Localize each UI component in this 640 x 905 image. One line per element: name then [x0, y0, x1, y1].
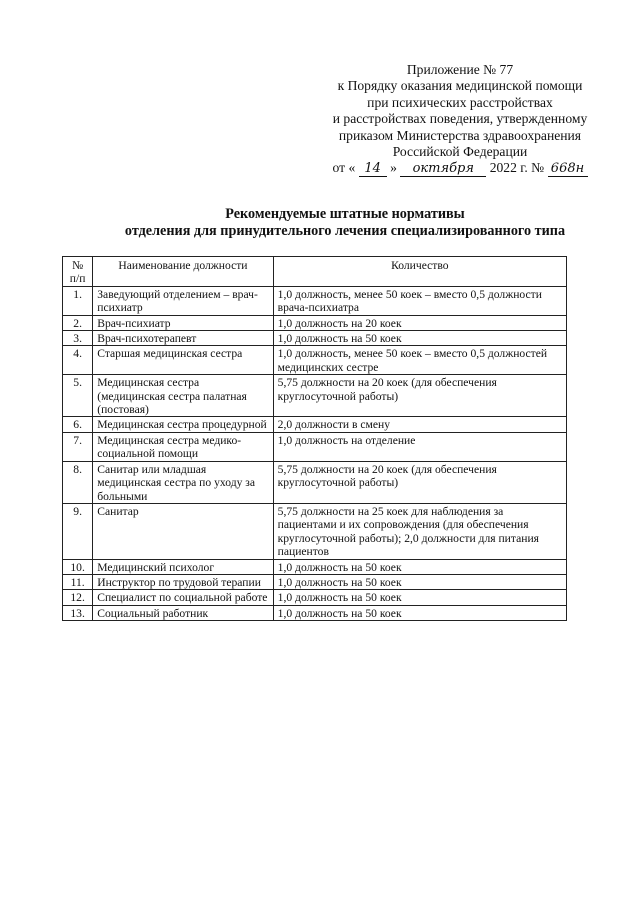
row-position: Врач-психиатр	[93, 315, 273, 330]
row-quantity: 1,0 должность на 50 коек	[273, 605, 566, 620]
row-num: 11.	[63, 574, 93, 589]
row-quantity: 5,75 должности на 25 коек для наблюдения за пациентами и их сопровождения (для обеспечения круглосуточной работы); 2,0 должности для питания пациентов	[273, 503, 566, 559]
document-title	[60, 206, 630, 239]
title-line-1: Рекомендуемые штатные нормативы	[225, 206, 465, 222]
appendix-header	[300, 62, 620, 177]
row-position: Специалист по социальной работе	[93, 590, 273, 605]
date-prefix: от «	[332, 160, 356, 176]
row-position: Инструктор по трудовой терапии	[93, 574, 273, 589]
row-num: 4.	[63, 346, 93, 375]
date-day-handwritten: 14	[359, 162, 387, 177]
row-position: Санитар или младшая медицинская сестра по уходу за больными	[93, 461, 273, 503]
row-num: 12.	[63, 590, 93, 605]
row-num: 6.	[63, 417, 93, 432]
row-quantity: 1,0 должность на 20 коек	[273, 315, 566, 330]
row-num: 13.	[63, 605, 93, 620]
table-row	[63, 574, 567, 589]
table-row	[63, 346, 567, 375]
table-row	[63, 315, 567, 330]
date-year: 2022 г. №	[489, 160, 545, 176]
appendix-line: Российской Федерации	[392, 144, 528, 160]
row-quantity: 5,75 должности на 20 коек (для обеспечения круглосуточной работы)	[273, 375, 566, 417]
row-quantity: 1,0 должность на 50 коек	[273, 590, 566, 605]
table-row	[63, 590, 567, 605]
row-position: Социальный работник	[93, 605, 273, 620]
row-position: Медицинская сестра медико-социальной помощи	[93, 432, 273, 461]
title-line-2: отделения для принудительного лечения специализированного типа	[124, 222, 566, 239]
staffing-table	[62, 256, 567, 621]
row-position: Врач-психотерапевт	[93, 331, 273, 346]
row-quantity: 1,0 должность, менее 50 коек – вместо 0,5 должности врача-психиатра	[273, 286, 566, 315]
row-quantity: 1,0 должность на отделение	[273, 432, 566, 461]
row-position: Медицинская сестра (медицинская сестра палатная (постовая)	[93, 375, 273, 417]
row-position: Старшая медицинская сестра	[93, 346, 273, 375]
table-row	[63, 417, 567, 432]
appendix-line: при психических расстройствах	[367, 94, 553, 110]
appendix-line: приказом Министерства здравоохранения	[338, 127, 582, 143]
row-quantity: 1,0 должность, менее 50 коек – вместо 0,5 должностей медицинских сестре	[273, 346, 566, 375]
table-row	[63, 432, 567, 461]
table-row	[63, 461, 567, 503]
row-quantity: 1,0 должность на 50 коек	[273, 331, 566, 346]
order-date-line	[300, 160, 620, 177]
row-num: 1.	[63, 286, 93, 315]
header-num: № п/п	[63, 257, 93, 287]
table-row	[63, 559, 567, 574]
row-num: 8.	[63, 461, 93, 503]
row-num: 7.	[63, 432, 93, 461]
date-mid: »	[390, 160, 397, 176]
appendix-title: Приложение № 77	[406, 62, 514, 77]
table-row	[63, 503, 567, 559]
row-num: 5.	[63, 375, 93, 417]
row-position: Медицинский психолог	[93, 559, 273, 574]
row-quantity: 1,0 должность на 50 коек	[273, 559, 566, 574]
header-name: Наименование должности	[93, 257, 273, 287]
table-row	[63, 331, 567, 346]
row-quantity: 2,0 должности в смену	[273, 417, 566, 432]
row-position: Медицинская сестра процедурной	[93, 417, 273, 432]
row-num: 10.	[63, 559, 93, 574]
row-quantity: 1,0 должность на 50 коек	[273, 574, 566, 589]
table-row	[63, 375, 567, 417]
header-qty: Количество	[273, 257, 566, 287]
table-header-row	[63, 257, 567, 287]
row-quantity: 5,75 должности на 20 коек (для обеспечения круглосуточной работы)	[273, 461, 566, 503]
row-position: Заведующий отделением – врач-психиатр	[93, 286, 273, 315]
date-month-handwritten: октября	[400, 162, 486, 177]
order-number-handwritten: 668н	[548, 162, 588, 177]
table-row	[63, 286, 567, 315]
appendix-line: и расстройствах поведения, утвержденному	[332, 111, 588, 127]
table-row	[63, 605, 567, 620]
row-num: 2.	[63, 315, 93, 330]
row-position: Санитар	[93, 503, 273, 559]
appendix-line: к Порядку оказания медицинской помощи	[337, 78, 583, 94]
row-num: 9.	[63, 503, 93, 559]
row-num: 3.	[63, 331, 93, 346]
